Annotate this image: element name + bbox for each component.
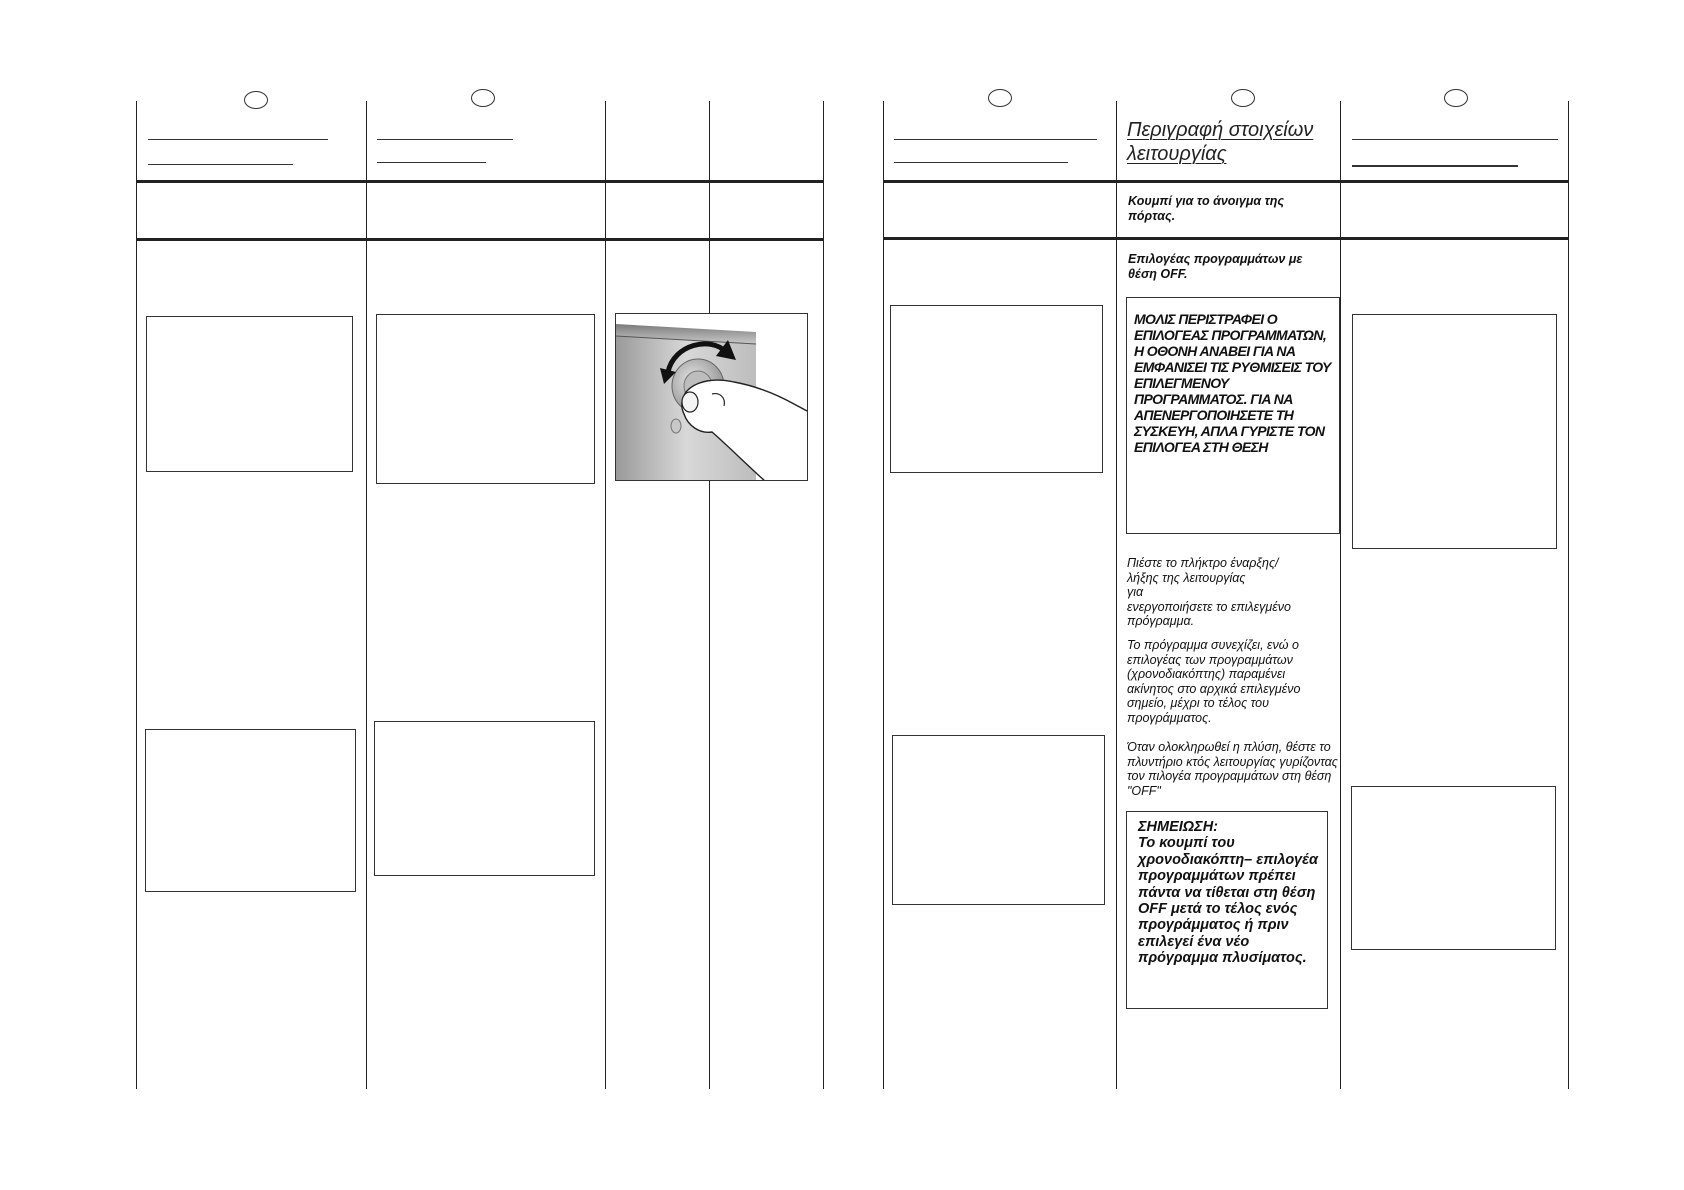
text-box-placeholder bbox=[1352, 314, 1557, 549]
heading-underline bbox=[148, 139, 328, 140]
column-divider bbox=[1116, 101, 1117, 1089]
heading-underline bbox=[377, 162, 486, 163]
header-rule bbox=[883, 180, 1569, 183]
program-selector-knob-hand-icon bbox=[616, 314, 808, 481]
text-box-placeholder bbox=[376, 314, 595, 484]
start-stop-paragraph: Πιέστε το πλήκτρο έναρξης/ λήξης της λειτουργίας για ενεργοποιήσετε το επιλεγμένο πρόγραμμα. bbox=[1127, 556, 1291, 628]
language-flag-circle bbox=[988, 89, 1012, 107]
section-title: Περιγραφή στοιχείων λειτουργίας bbox=[1127, 119, 1314, 165]
door-button-label: Κουμπί για το άνοιγμα της πόρτας. bbox=[1128, 194, 1284, 223]
program-continues-paragraph: Το πρόγραμμα συνεχίζει, ενώ ο επιλογέας των προγραμμάτων (χρονοδιακόπτης) παραμένει ακίνητος στο αρχικά επιλεγμένο σημείο, μέχρι το τέλος του προγράμματος. bbox=[1127, 638, 1301, 725]
column-divider bbox=[823, 101, 824, 1089]
column-divider bbox=[883, 101, 884, 1089]
text-box-placeholder bbox=[145, 729, 356, 892]
text-box-placeholder bbox=[374, 721, 595, 876]
column-divider bbox=[136, 101, 137, 1089]
column-divider bbox=[709, 101, 710, 1089]
heading-underline bbox=[1352, 139, 1558, 140]
heading-underline bbox=[894, 162, 1068, 163]
text-box-placeholder bbox=[892, 735, 1105, 905]
warning-box bbox=[1126, 297, 1340, 534]
heading-underline bbox=[148, 164, 293, 165]
heading-underline bbox=[894, 139, 1097, 140]
language-flag-circle bbox=[1231, 89, 1255, 107]
text-box-placeholder bbox=[890, 305, 1103, 473]
heading-underline bbox=[377, 139, 513, 140]
note-box bbox=[1126, 811, 1328, 1009]
column-divider bbox=[366, 101, 367, 1089]
text-box-placeholder bbox=[146, 316, 353, 472]
program-selector-illustration bbox=[615, 313, 808, 481]
text-box-placeholder bbox=[1351, 786, 1556, 950]
heading-underline bbox=[1352, 165, 1518, 167]
wash-complete-paragraph: Όταν ολοκληρωθεί η πλύση, θέστε το πλυντήριο κτός λειτουργίας γυρίζοντας τον πιλογέα προγραμμάτων στη θέση "OFF" bbox=[1127, 740, 1338, 798]
note-text: Το κουμπί του χρονοδιακόπτη– επιλογέα προγραμμάτων πρέπει πάντα να τίθεται στη θέση OFF μετά το τέλος ενός προγράμματος ή πριν επιλεγεί ένα νέο πρόγραμμα πλυσίματος. bbox=[1138, 835, 1319, 967]
column-divider bbox=[1340, 101, 1341, 1089]
header-rule bbox=[883, 237, 1569, 240]
language-flag-circle bbox=[471, 89, 495, 107]
column-divider bbox=[1568, 101, 1569, 1089]
column-divider bbox=[605, 101, 606, 1089]
program-selector-label: Επιλογέας προγραμμάτων με θέση OFF. bbox=[1128, 252, 1303, 281]
header-rule bbox=[136, 238, 824, 241]
note-heading: ΣΗΜΕΙΩΣΗ: bbox=[1138, 819, 1218, 835]
warning-text: ΜΟΛΙΣ ΠΕΡΙΣΤΡΑΦΕΙ Ο ΕΠΙΛΟΓΕΑΣ ΠΡΟΓΡΑΜΜΑΤΩΝ, Η ΟΘΟΝΗ ΑΝΑΒΕΙ ΓΙΑ ΝΑ ΕΜΦΑΝΙΣΕΙ ΤΙΣ ΡΥΘΜΙΣΕΙΣ ΤΟΥ ΕΠΙΛΕΓΜΕΝΟΥ ΠΡΟΓΡΑΜΜΑΤΟΣ. ΓΙΑ ΝΑ ΑΠΕΝΕΡΓΟΠΟΙΗΣΕΤΕ ΤΗ ΣΥΣΚΕΥΗ, ΑΠΛΑ ΓΥΡΙΣΤΕ ΤΟΝ ΕΠΙΛΟΓΕΑ ΣΤΗ ΘΕΣΗ bbox=[1134, 311, 1331, 455]
language-flag-circle bbox=[244, 91, 268, 109]
header-rule bbox=[136, 180, 824, 183]
language-flag-circle bbox=[1444, 89, 1468, 107]
